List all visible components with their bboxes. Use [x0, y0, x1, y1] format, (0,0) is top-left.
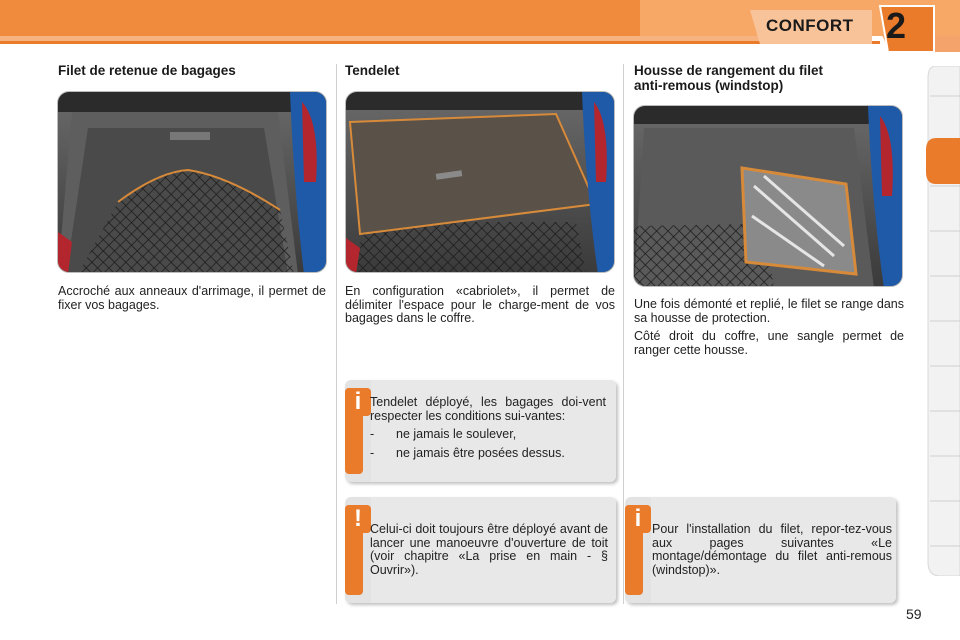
- housse-text-2: Côté droit du coffre, une sangle permet de ranger cette housse.: [634, 329, 904, 357]
- tendelet-info-intro: Tendelet déployé, les bagages doi-vent respecter les conditions sui-vantes:: [370, 395, 606, 423]
- section-title-filet: Filet de retenue de bagages: [58, 63, 236, 78]
- warning-icon: !: [345, 505, 371, 533]
- info-icon: i: [625, 505, 651, 533]
- section-title-housse-line2: anti-remous (windstop): [634, 78, 784, 93]
- column-divider: [336, 64, 337, 604]
- windstop-cover-photo: [633, 105, 903, 287]
- luggage-net-photo: [57, 91, 327, 273]
- info-icon: i: [345, 388, 371, 416]
- chapter-header: [0, 0, 960, 52]
- column-divider: [623, 64, 624, 604]
- tendelet-info-text: [370, 396, 606, 465]
- chapter-number: 2: [886, 5, 907, 46]
- section-title-tendelet: Tendelet: [345, 63, 400, 78]
- list-dash: -: [370, 445, 375, 460]
- info-note-housse: [625, 497, 896, 603]
- housse-text-1: Une fois démonté et replié, le filet se range dans sa housse de protection.: [634, 297, 904, 325]
- filet-description: [58, 285, 326, 317]
- page-number: 59: [906, 606, 922, 622]
- housse-info-paragraph: Pour l'installation du filet, repor-tez-vous aux pages suivantes «Le montage/démontage du filet anti-remous (windstop)».: [652, 522, 892, 577]
- housse-info-text: [652, 523, 892, 582]
- tendelet-description: [345, 285, 615, 331]
- chapter-title: CONFORT: [766, 16, 854, 35]
- list-item: [370, 447, 606, 461]
- housse-description: [634, 298, 904, 362]
- list-item-text: ne jamais être posées dessus.: [396, 445, 565, 460]
- chapter-side-tabs: [926, 66, 960, 576]
- tendelet-text: En configuration «cabriolet», il permet de délimiter l'espace pour le charge-ment de vos bagages dans le coffre.: [345, 284, 615, 325]
- info-note-tendelet: [345, 380, 616, 482]
- trunk-cover-photo: [345, 91, 615, 273]
- list-item-text: ne jamais le soulever,: [396, 427, 517, 441]
- list-item: [370, 428, 606, 442]
- section-title-housse-line1: Housse de rangement du filet: [634, 63, 824, 78]
- tendelet-warning-text: [370, 523, 608, 582]
- list-dash: -: [370, 427, 375, 441]
- warning-note-tendelet: [345, 497, 616, 603]
- filet-text: Accroché aux anneaux d'arrimage, il permet de fixer vos bagages.: [58, 284, 326, 312]
- section-title-housse: [634, 63, 823, 93]
- tendelet-warning-paragraph: Celui-ci doit toujours être déployé avant de lancer une manoeuvre d'ouverture de toit (voir chapitre «La prise en main - § Ouvrir»).: [370, 522, 608, 577]
